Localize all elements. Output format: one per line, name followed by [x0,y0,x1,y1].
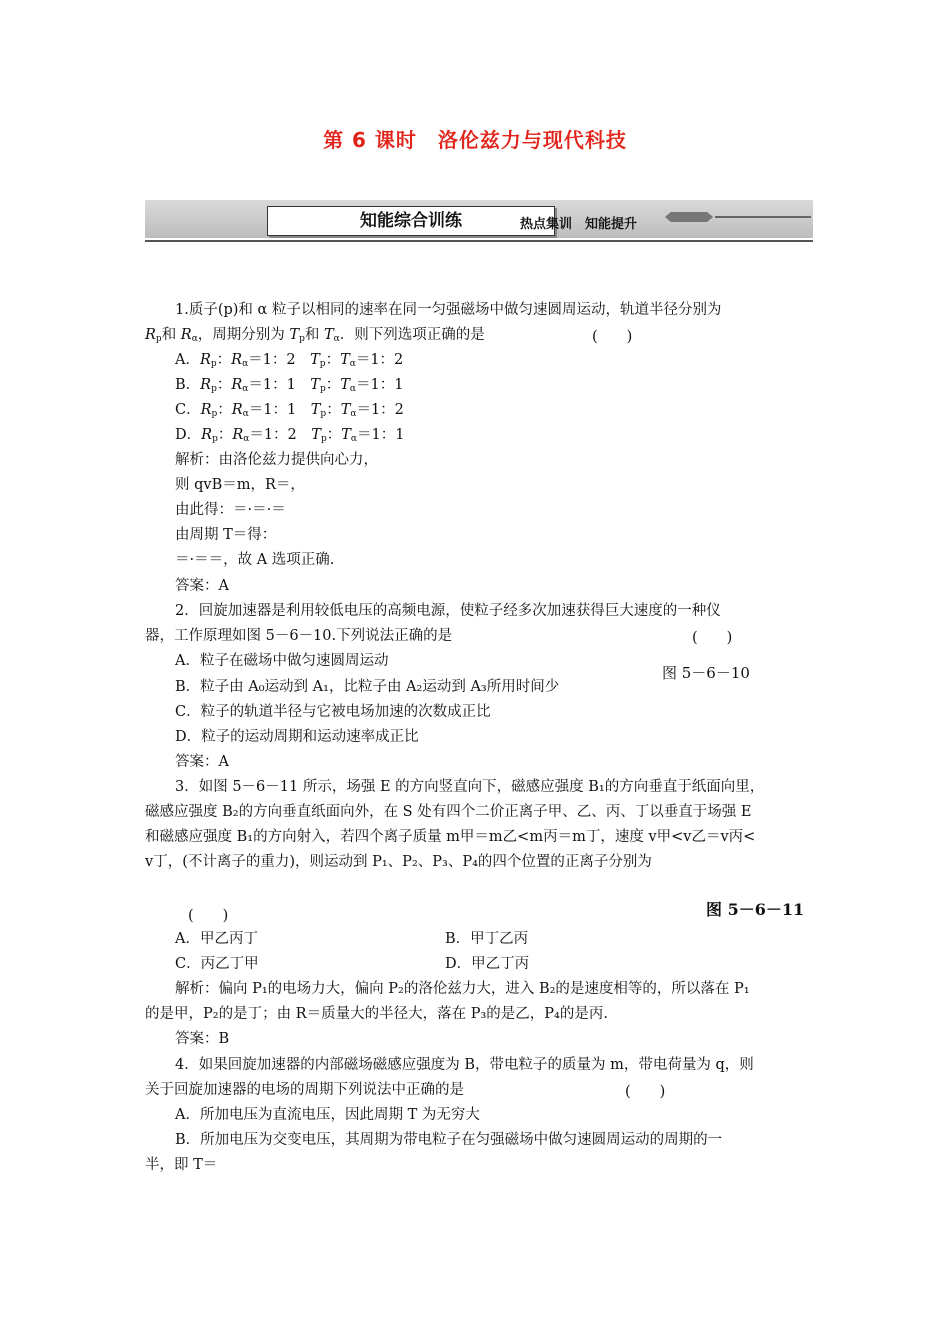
q3-stem-line3: 和磁感应强度 B₁的方向射入，若四个离子质量 m甲＝m乙<m丙＝m丁，速度 v甲<v乙＝v丙< [145,829,756,845]
q3-answer-paren: ( ) [188,908,229,924]
q1-option-b: B．$R_p$：$R_\alpha=1$：1 $T_p$：$T_\alpha=1$：1 [175,377,404,394]
q3-stem-line1: 3．如图 5－6－11 所示，场强 E 的方向竖直向下，磁感应强度 B₁的方向垂直于纸面向里， [175,779,765,795]
q1-analysis-2: 则 qvB＝m，R＝， [175,477,305,493]
q2-answer-paren: ( ) [692,630,733,646]
q4-stem-line1: 4．如果回旋加速器的内部磁场磁感应强度为 B，带电粒子的质量为 m，带电荷量为 q，则 [175,1057,754,1073]
banner-underline [145,240,813,242]
page-title: 第 6 课时 洛伦兹力与现代科技 [323,128,627,152]
q3-analysis-1: 解析：偏向 P₁的电场力大，偏向 P₂的洛伦兹力大，进入 B₂的是速度相等的，所以落在 P₁ [175,981,750,997]
q2-option-b: B．粒子由 A₀运动到 A₁，比粒子由 A₂运动到 A₃所用时间少 [175,679,560,695]
q4-stem-line2: 关于回旋加速器的电场的周期下列说法中正确的是 [145,1082,464,1098]
q1-analysis-3: 由此得：＝·＝·＝ [175,502,286,518]
q4-option-b-line1: B．所加电压为交变电压，其周期为带电粒子在匀强磁场中做匀速圆周运动的周期的一 [175,1132,723,1148]
q1-option-c: C．$R_p$：$R_\alpha=1$：1 $T_p$：$T_\alpha=1$：2 [175,402,404,419]
q3-option-a: A．甲乙丙丁 [175,931,258,947]
q3-option-b: B．甲丁乙丙 [445,931,529,947]
q2-stem-line2: 器，工作原理如图 5－6－10.下列说法正确的是 [145,628,453,644]
q1-option-a: A．$R_p$：$R_\alpha=1$：2 $T_p$：$T_\alpha=1$：2 [175,352,404,369]
q3-option-d: D．甲乙丁丙 [445,956,530,972]
q2-answer: 答案：A [175,754,229,770]
q3-stem-line2: 磁感应强度 B₂的方向垂直纸面向外，在 S 处有四个二价正离子甲、乙、丙、丁以垂直于场强 E [145,804,752,820]
q4-option-a: A．所加电压为直流电压，因此周期 T 为无穷大 [175,1107,480,1123]
q1-answer: 答案：A [175,578,229,594]
q3-analysis-2: 的是甲，P₂的是丁；由 R＝质量大的半径大，落在 P₃的是乙，P₄的是丙. [145,1006,608,1022]
q4-option-b-line2: 半，即 T＝ [145,1157,218,1173]
q2-stem-line1: 2．回旋加速器是利用较低电压的高频电源，使粒子经多次加速获得巨大速度的一种仪 [175,603,721,619]
section-banner [145,200,813,242]
q1-analysis-1: 解析：由洛伦兹力提供向心力， [175,452,378,468]
q1-stem-line2: $R_p$和 $R_\alpha$，周期分别为 $T_p$和 $T_\alpha$．则下列选项正确的是 [145,327,485,344]
q2-option-c: C．粒子的轨道半径与它被电场加速的次数成正比 [175,704,491,720]
q3-option-c: C．丙乙丁甲 [175,956,259,972]
banner-main-label: 知能综合训练 [267,206,555,236]
q3-stem-line4: v丁，(不计离子的重力)，则运动到 P₁、P₂、P₃、P₄的四个位置的正离子分别为 [145,854,652,870]
q1-stem-line1: 1.质子(p)和 α 粒子以相同的速率在同一匀强磁场中做匀速圆周运动，轨道半径分别为 [175,302,722,318]
q3-answer: 答案：B [175,1031,230,1047]
banner-sub-label: 热点集训 知能提升 [520,217,638,232]
q2-option-d: D．粒子的运动周期和运动速率成正比 [175,729,419,745]
banner-arrow-decoration [665,212,713,222]
q3-figure-caption: 图 5－6－11 [706,900,805,919]
q4-answer-paren: ( ) [625,1084,666,1100]
q1-analysis-4: 由周期 T＝得： [175,527,277,543]
q1-option-d: D．$R_p$：$R_\alpha=1$：2 $T_p$：$T_\alpha=1$：1 [175,427,405,444]
q1-answer-paren: ( ) [592,329,633,345]
q1-analysis-5: ＝·＝＝，故 A 选项正确. [175,552,335,568]
q2-figure-caption: 图 5－6－10 [662,664,750,682]
banner-rule-decoration [715,216,811,218]
q2-option-a: A．粒子在磁场中做匀速圆周运动 [175,653,389,669]
